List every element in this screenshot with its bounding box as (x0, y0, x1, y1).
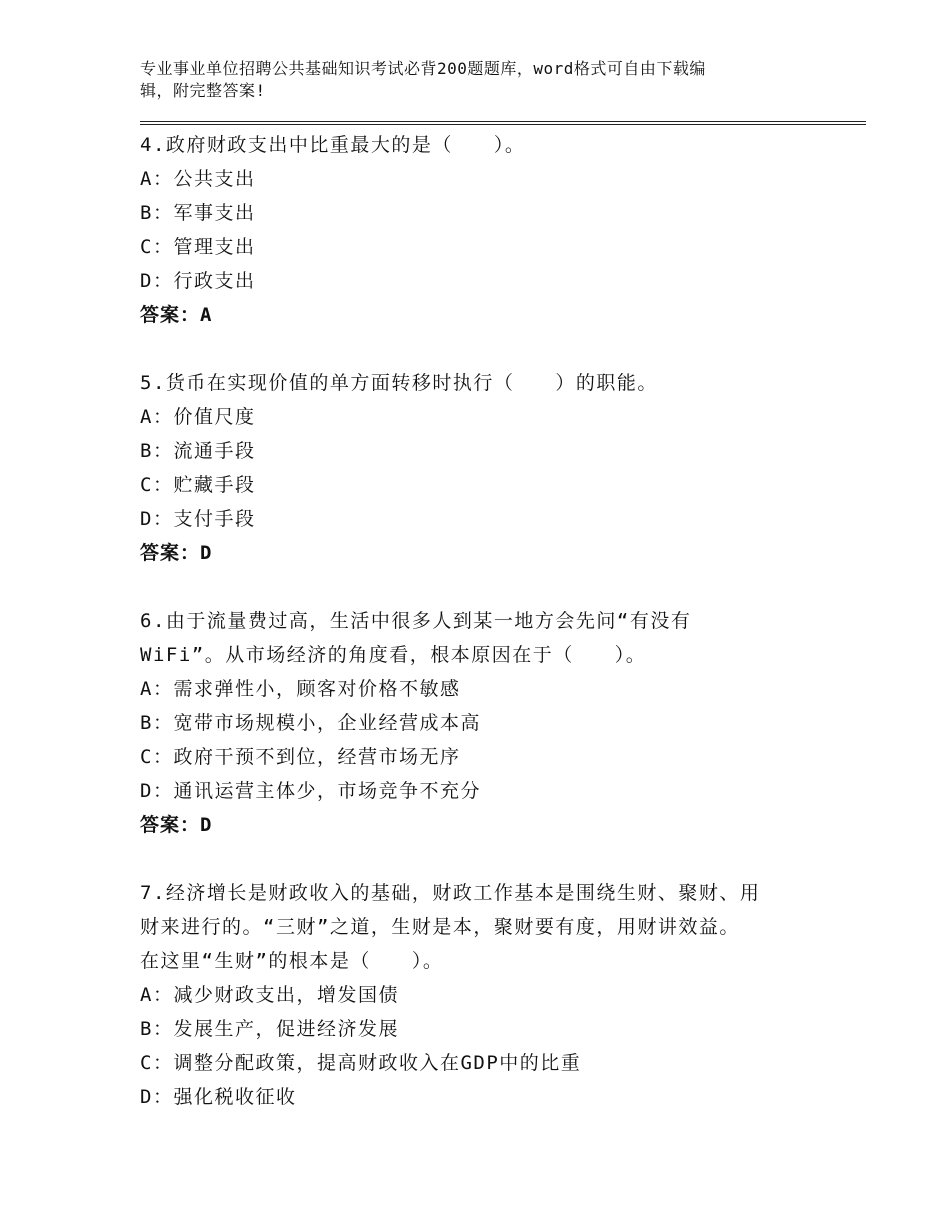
question-stem-line-3: 在这里“生财”的根本是（ ）。 (140, 950, 444, 972)
question-stem: 5.货币在实现价值的单方面转移时执行（ ）的职能。 (140, 372, 658, 394)
option-a: A：减少财政支出，增发国债 (140, 984, 399, 1006)
header-line-1: 专业事业单位招聘公共基础知识考试必背200题题库，word格式可自由下载编 (140, 59, 706, 78)
option-b: B：发展生产，促进经济发展 (140, 1018, 399, 1040)
option-c: C：管理支出 (140, 236, 256, 258)
question-block (140, 128, 840, 332)
option-b: B：军事支出 (140, 202, 256, 224)
question-block (140, 366, 840, 570)
question-stem-line-1: 6.由于流量费过高，生活中很多人到某一地方会先问“有没有 (140, 610, 692, 632)
header-rule-bottom (140, 124, 866, 125)
option-b: B：流通手段 (140, 440, 256, 462)
option-c: C：政府干预不到位，经营市场无序 (140, 746, 461, 768)
option-d: D：通讯运营主体少，市场竞争不充分 (140, 780, 481, 802)
document-header (140, 58, 800, 102)
question-stem-line-2: WiFi”。从市场经济的角度看，根本原因在于（ ）。 (140, 644, 647, 666)
option-d: D：支付手段 (140, 508, 256, 530)
answer-line: 答案：D (140, 542, 213, 564)
answer-line: 答案：D (140, 814, 213, 836)
option-c: C：调整分配政策，提高财政收入在GDP中的比重 (140, 1052, 582, 1074)
question-block (140, 604, 840, 842)
header-rule-top (140, 121, 866, 122)
option-d: D：行政支出 (140, 270, 256, 292)
header-line-2: 辑，附完整答案! (140, 81, 266, 100)
option-a: A：需求弹性小，顾客对价格不敏感 (140, 678, 461, 700)
option-d: D：强化税收征收 (140, 1086, 297, 1108)
question-block (140, 876, 840, 1114)
option-c: C：贮藏手段 (140, 474, 256, 496)
question-stem-line-2: 财来进行的。“三财”之道，生财是本，聚财要有度，用财讲效益。 (140, 916, 740, 938)
answer-line: 答案：A (140, 304, 213, 326)
question-list (140, 128, 840, 1148)
option-a: A：公共支出 (140, 168, 256, 190)
option-b: B：宽带市场规模小，企业经营成本高 (140, 712, 481, 734)
option-a: A：价值尺度 (140, 406, 256, 428)
question-stem-line-1: 7.经济增长是财政收入的基础，财政工作基本是围绕生财、聚财、用 (140, 882, 761, 904)
question-stem: 4.政府财政支出中比重最大的是（ ）。 (140, 134, 526, 156)
